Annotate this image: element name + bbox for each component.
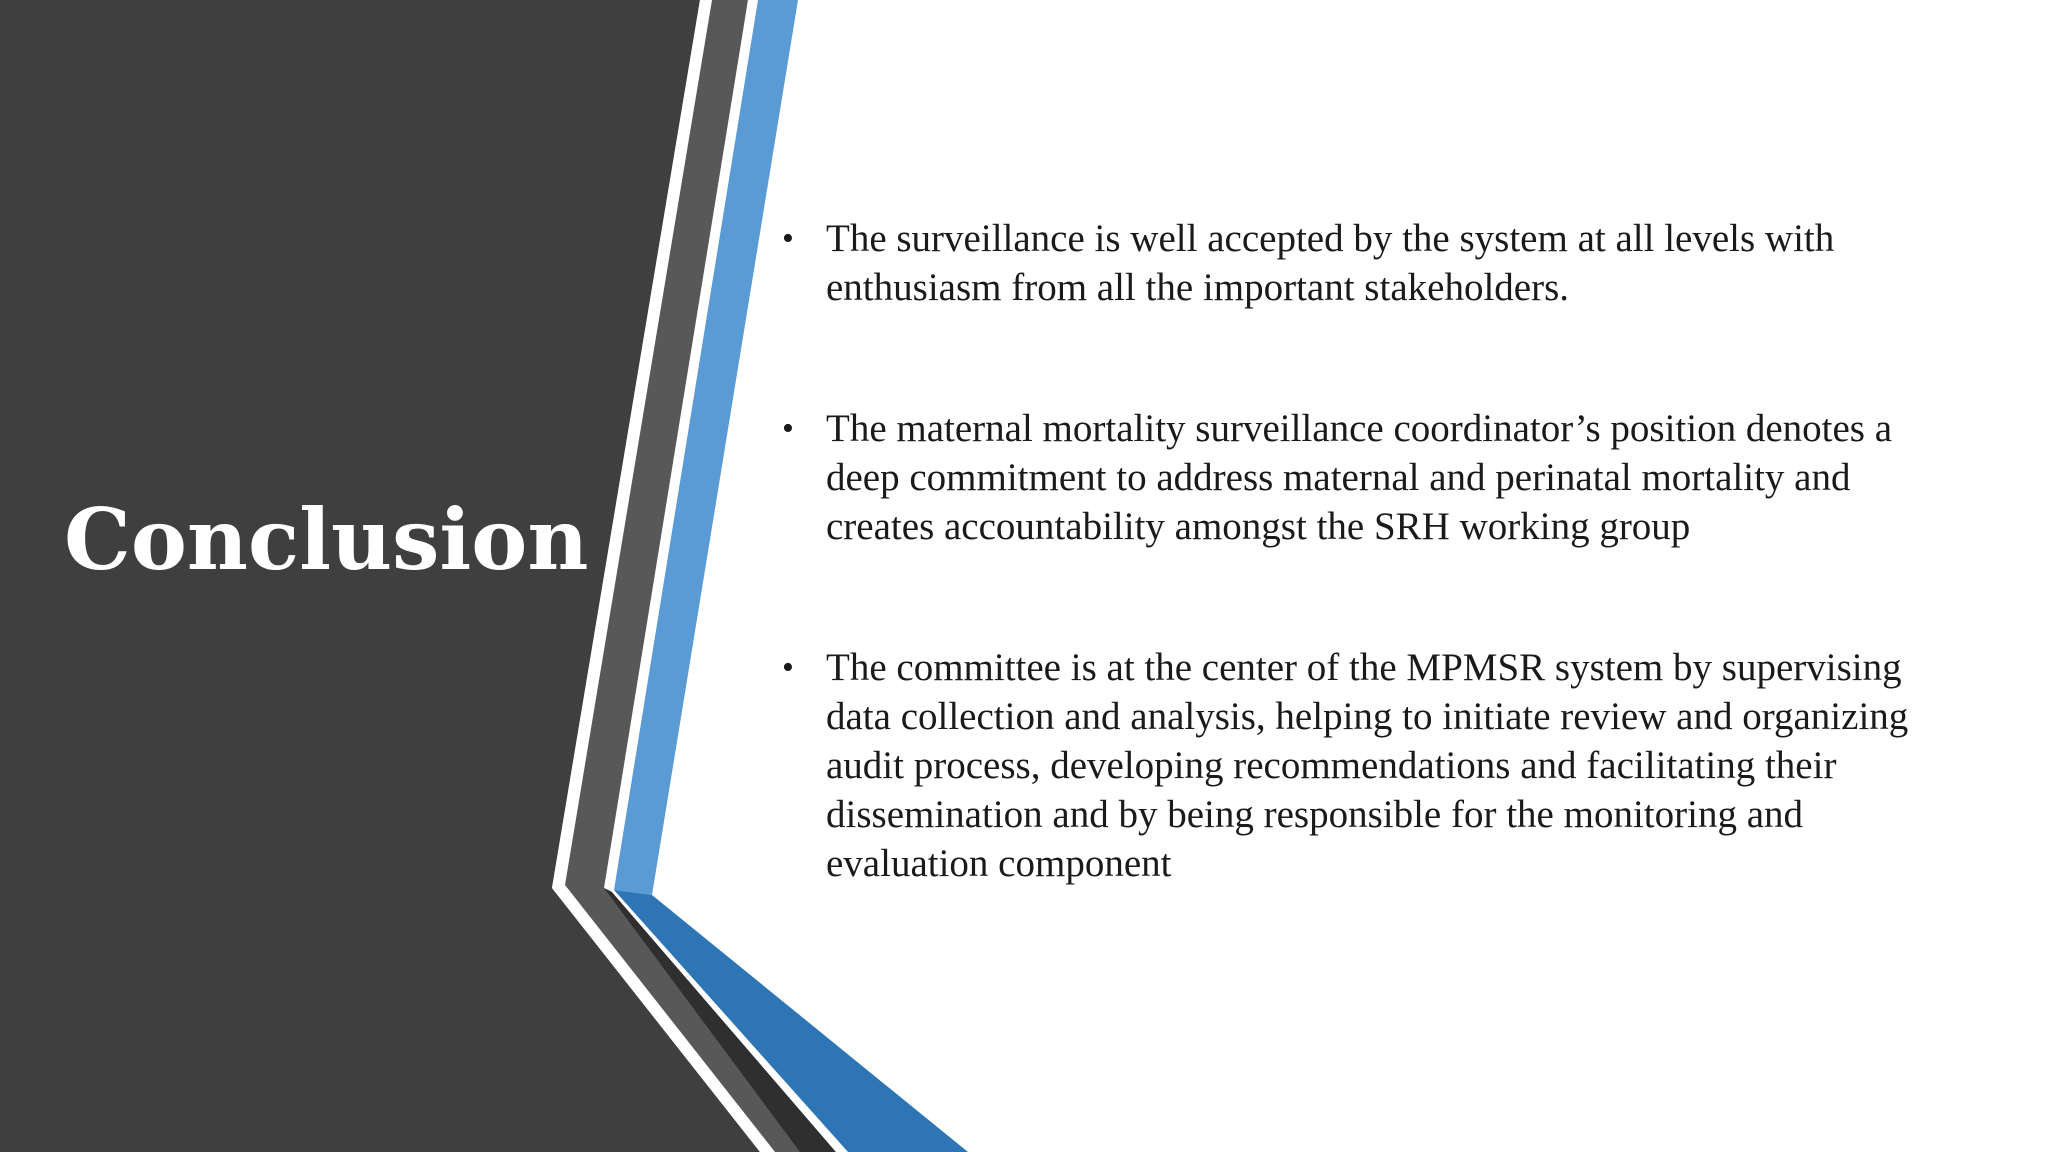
bullet-text: The maternal mortality surveillance coordinator’s position denotes a deep commitment to address maternal and perinatal mortality and creates accountability amongst the SRH working group — [826, 407, 1893, 548]
bullet-list — [780, 214, 1940, 888]
bullet-text: The surveillance is well accepted by the system at all levels with enthusiasm from all the important stakeholders. — [826, 217, 1835, 309]
bullet-item — [780, 643, 1940, 888]
bullet-text: The committee is at the center of the MPMSR system by supervising data collection and analysis, helping to initiate review and organizing audit process, developing recommendations and facilitating their dissemination and by being responsible for the monitoring and evaluation component — [826, 646, 1909, 885]
bullet-dot-icon: • — [782, 410, 794, 447]
bullet-item — [780, 404, 1940, 551]
bullet-item — [780, 214, 1940, 312]
bullet-dot-icon: • — [782, 649, 794, 686]
bullet-dot-icon: • — [782, 220, 794, 257]
slide-title: Conclusion — [64, 490, 589, 589]
